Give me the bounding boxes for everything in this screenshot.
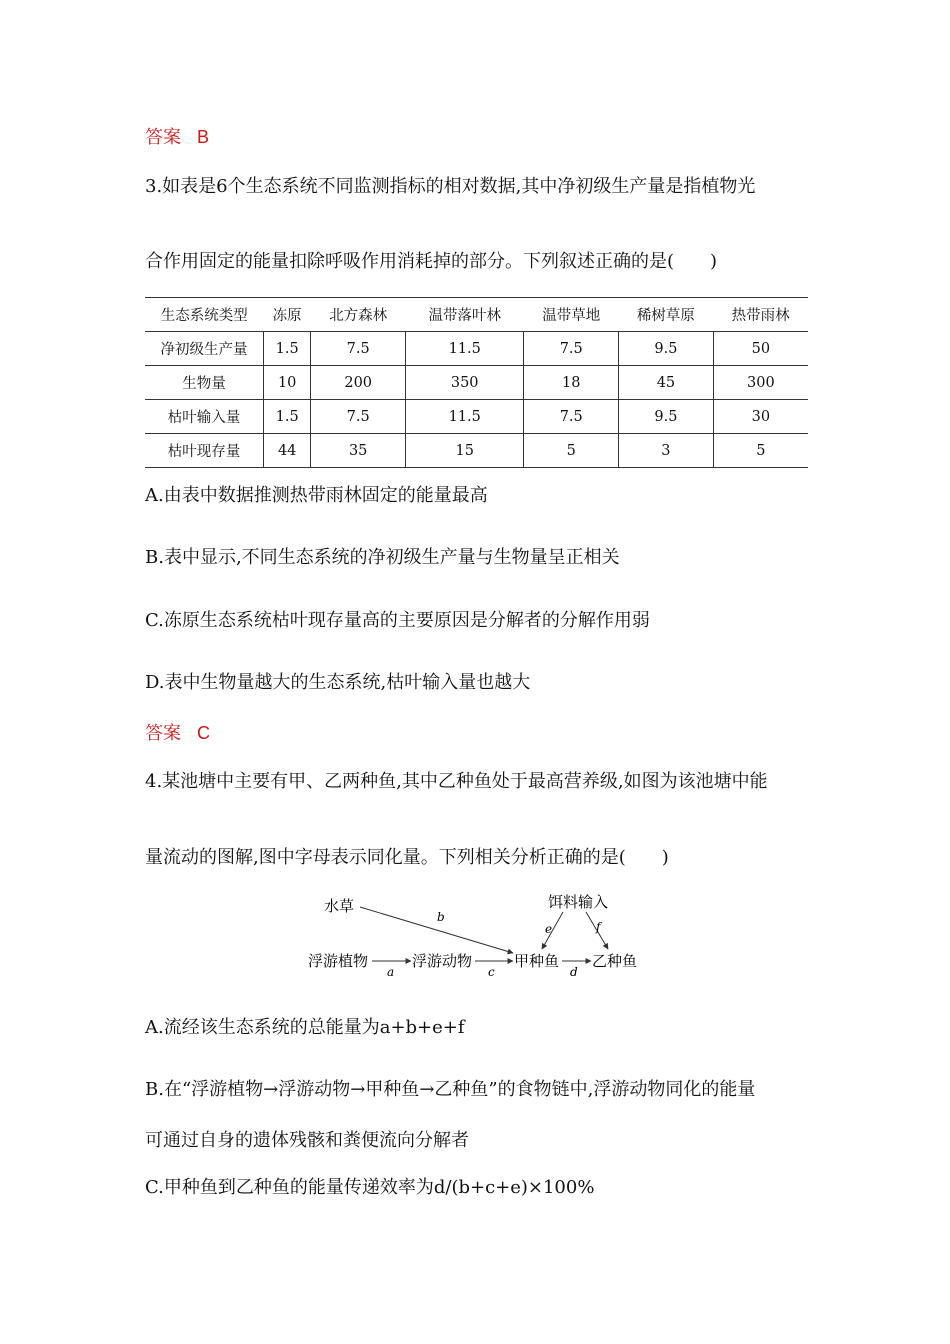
table-header-cell: 稀树草原	[636, 308, 695, 324]
q4-option-b-line1: B.在“浮游植物→浮游动物→甲种鱼→乙种鱼”的食物链中,浮游动物同化的能量	[145, 1079, 756, 1100]
table-header-cell: 温带落叶林	[428, 308, 501, 324]
table-cell: 1.5	[264, 332, 311, 366]
q4-stem-line1: 4.某池塘中主要有甲、乙两种鱼,其中乙种鱼处于最高营养级,如图为该池塘中能	[145, 771, 768, 792]
node-shuicao: 水草	[324, 897, 355, 915]
table-cell: 7.5	[524, 332, 619, 366]
table-header-cell: 生态系统类型	[160, 308, 248, 324]
table-cell: 枯叶输入量	[167, 410, 241, 426]
table-cell: 生物量	[182, 376, 226, 392]
table-row	[145, 332, 808, 366]
answer-label: 答案	[145, 127, 181, 148]
q3-stem-line1: 3.如表是6个生态系统不同监测指标的相对数据,其中净初级生产量是指植物光	[145, 176, 756, 197]
table-cell: 1.5	[264, 400, 311, 434]
q3-stem-line2: 合作用固定的能量扣除呼吸作用消耗掉的部分。下列叙述正确的是( )	[145, 251, 718, 272]
table-header-cell: 北方森林	[329, 308, 388, 324]
table-row	[145, 434, 808, 468]
energy-flow-diagram	[300, 885, 660, 985]
label-d: d	[570, 965, 578, 979]
table-header-row	[145, 298, 808, 332]
table-cell: 35	[311, 434, 406, 468]
table-cell: 7.5	[311, 332, 406, 366]
table-cell: 7.5	[524, 400, 619, 434]
q3-option-a: A.由表中数据推测热带雨林固定的能量最高	[145, 485, 488, 506]
table-cell: 7.5	[311, 400, 406, 434]
q3-option-b: B.表中显示,不同生态系统的净初级生产量与生物量呈正相关	[145, 547, 620, 568]
node-zooplankton: 浮游动物	[412, 952, 473, 970]
table-header-cell: 温带草地	[542, 308, 601, 324]
table-header-cell: 冻原	[272, 308, 302, 324]
ecosystem-data-table	[145, 297, 808, 468]
label-b: b	[437, 910, 445, 924]
table-cell: 11.5	[406, 400, 524, 434]
node-fish-a: 甲种鱼	[514, 952, 560, 970]
table-cell: 5	[713, 434, 808, 468]
table-cell: 净初级生产量	[160, 342, 248, 358]
table-cell: 9.5	[619, 332, 714, 366]
table-cell: 200	[311, 366, 406, 400]
node-fish-b: 乙种鱼	[592, 952, 638, 970]
table-cell: 11.5	[406, 332, 524, 366]
q4-option-b-line2: 可通过自身的遗体残骸和粪便流向分解者	[145, 1130, 469, 1151]
answer-letter: C	[197, 723, 210, 743]
label-f: f	[596, 920, 601, 934]
table-cell: 45	[619, 366, 714, 400]
q4-option-c: C.甲种鱼到乙种鱼的能量传递效率为d/(b+c+e)×100%	[145, 1177, 595, 1198]
table-cell: 5	[524, 434, 619, 468]
table-cell: 3	[619, 434, 714, 468]
q4-option-a: A.流经该生态系统的总能量为a+b+e+f	[145, 1017, 465, 1038]
table-cell: 300	[713, 366, 808, 400]
table-cell: 15	[406, 434, 524, 468]
label-c: c	[488, 965, 495, 979]
q3-option-d: D.表中生物量越大的生态系统,枯叶输入量也越大	[145, 672, 531, 693]
q4-stem-line2: 量流动的图解,图中字母表示同化量。下列相关分析正确的是( )	[145, 847, 669, 868]
node-feed-input: 饵料输入	[548, 893, 609, 911]
q3-option-c: C.冻原生态系统枯叶现存量高的主要原因是分解者的分解作用弱	[145, 610, 650, 631]
table-cell: 18	[524, 366, 619, 400]
table-cell: 30	[713, 400, 808, 434]
node-phytoplankton: 浮游植物	[308, 952, 369, 970]
table-cell: 44	[264, 434, 311, 468]
table-cell: 50	[713, 332, 808, 366]
label-e: e	[545, 922, 553, 936]
table-cell: 350	[406, 366, 524, 400]
table-cell: 10	[264, 366, 311, 400]
table-header-cell: 热带雨林	[731, 308, 790, 324]
label-a: a	[387, 965, 395, 979]
table-row	[145, 400, 808, 434]
answer-c-line	[145, 722, 210, 745]
table-cell: 9.5	[619, 400, 714, 434]
table-cell: 枯叶现存量	[167, 444, 241, 460]
answer-label: 答案	[145, 723, 181, 744]
answer-letter: B	[197, 127, 210, 147]
answer-b-line	[145, 126, 209, 149]
table-row	[145, 366, 808, 400]
